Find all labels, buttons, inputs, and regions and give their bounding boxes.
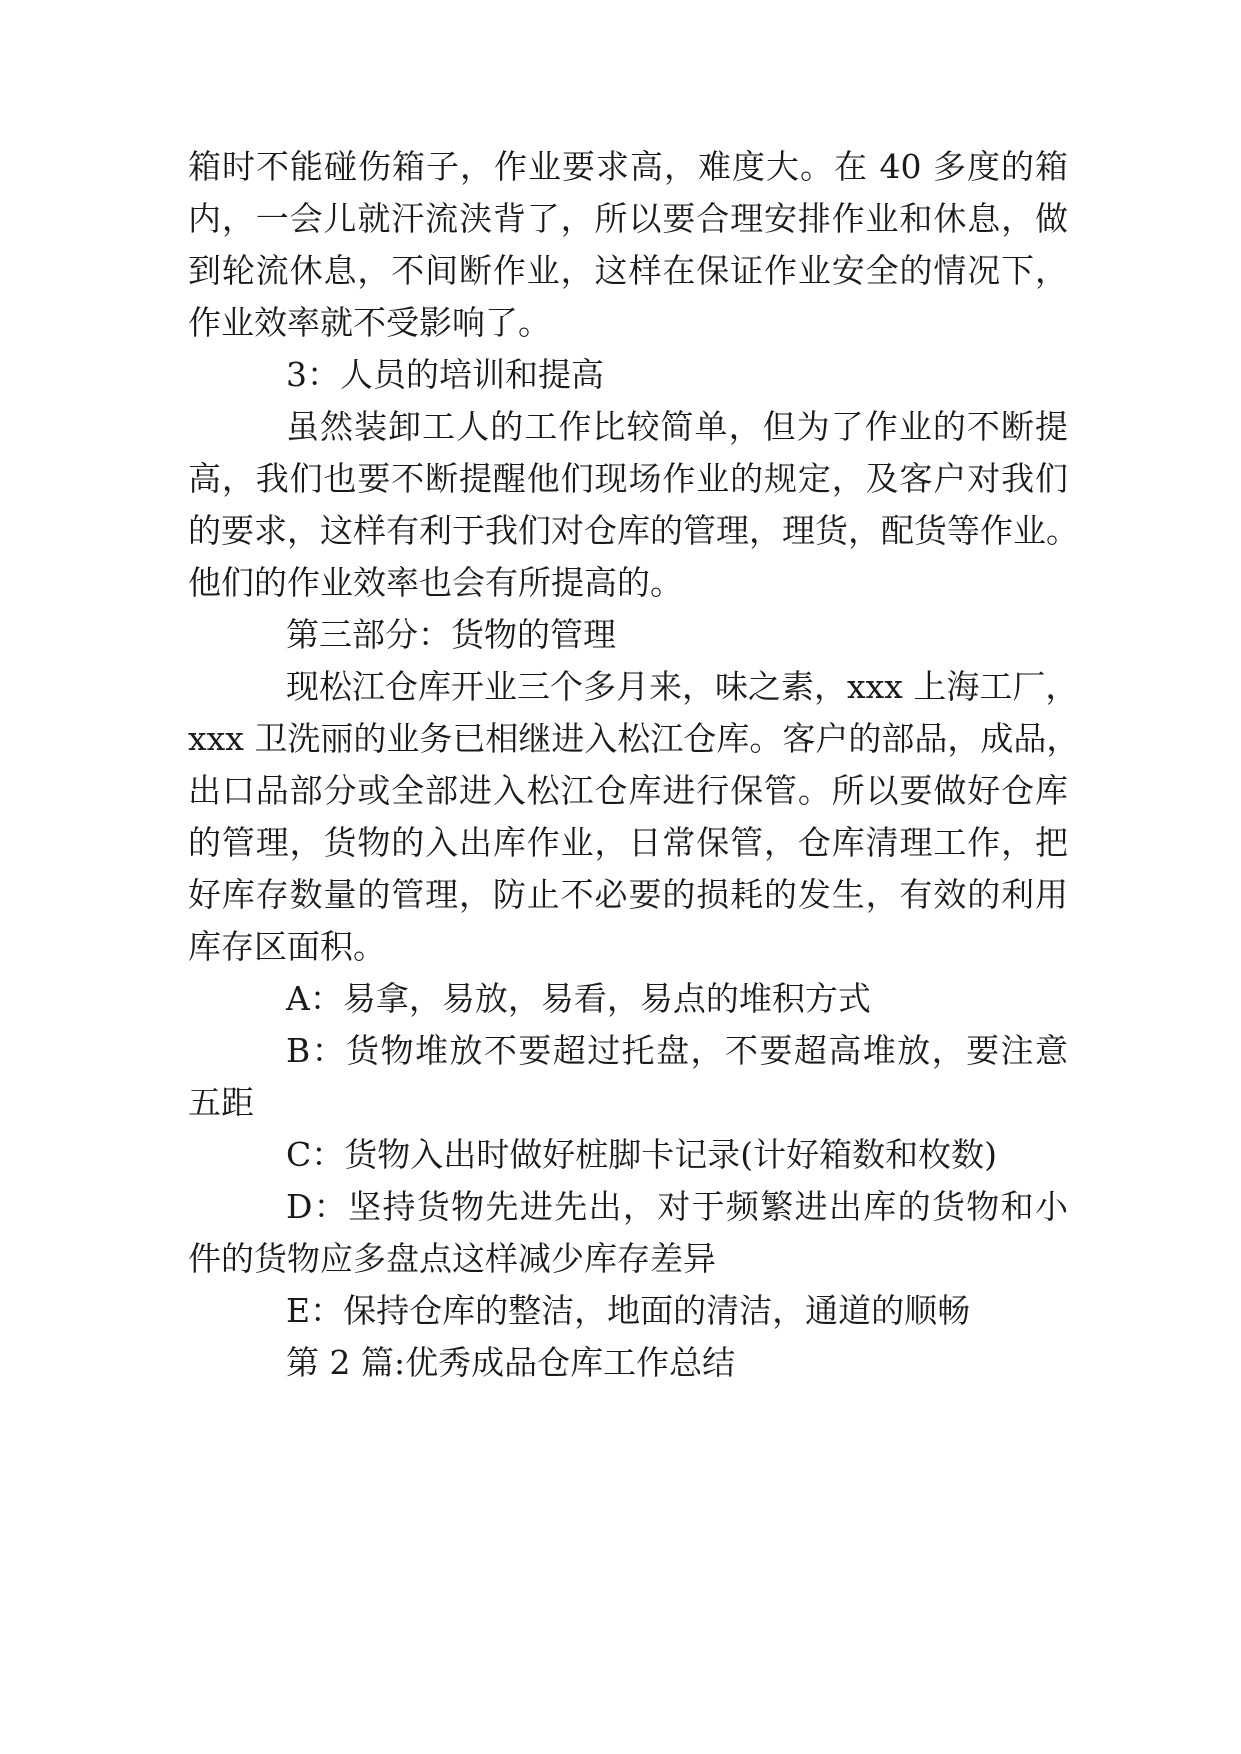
body-text-line: 高，我们也要不断提醒他们现场作业的规定，及客户对我们 xyxy=(188,459,1068,498)
list-item: E：保持仓库的整洁，地面的清洁，通道的顺畅 xyxy=(286,1291,971,1330)
body-text-line: 现松江仓库开业三个多月来，味之素，xxx 上海工厂， xyxy=(286,667,1079,706)
list-item-continuation: 件的货物应多盘点这样减少库存差异 xyxy=(188,1239,716,1278)
body-text-line: 虽然装卸工人的工作比较简单，但为了作业的不断提 xyxy=(286,407,1068,446)
body-text-line: 箱时不能碰伤箱子，作业要求高，难度大。在 40 多度的箱 xyxy=(188,147,1068,186)
list-item: D：坚持货物先进先出，对于频繁进出库的货物和小 xyxy=(286,1187,1068,1226)
list-item: C：货物入出时做好桩脚卡记录(计好箱数和枚数) xyxy=(286,1135,997,1174)
body-text-line: 出口品部分或全部进入松江仓库进行保管。所以要做好仓库 xyxy=(188,771,1068,810)
body-text-line: 内，一会儿就汗流浃背了，所以要合理安排作业和休息，做 xyxy=(188,199,1068,238)
list-item-continuation: 五距 xyxy=(188,1083,254,1122)
body-text-line: 作业效率就不受影响了。 xyxy=(188,303,551,342)
chapter-heading: 第 2 篇:优秀成品仓库工作总结 xyxy=(286,1343,736,1382)
body-text-line: 他们的作业效率也会有所提高的。 xyxy=(188,563,683,602)
body-text-line: xxx 卫洗丽的业务已相继进入松江仓库。客户的部品，成品， xyxy=(188,719,1080,758)
body-text-line: 到轮流休息，不间断作业，这样在保证作业安全的情况下， xyxy=(188,251,1068,290)
body-text-line: 好库存数量的管理，防止不必要的损耗的发生，有效的利用 xyxy=(188,875,1068,914)
section-heading: 3：人员的培训和提高 xyxy=(286,355,604,394)
list-item: B：货物堆放不要超过托盘，不要超高堆放，要注意 xyxy=(286,1031,1068,1070)
body-text-line: 的要求，这样有利于我们对仓库的管理，理货，配货等作业。 xyxy=(188,511,1079,550)
body-text-line: 的管理，货物的入出库作业，日常保管，仓库清理工作，把 xyxy=(188,823,1068,862)
section-heading: 第三部分：货物的管理 xyxy=(286,615,616,654)
list-item: A：易拿，易放，易看，易点的堆积方式 xyxy=(286,979,871,1018)
body-text-line: 库存区面积。 xyxy=(188,927,386,966)
